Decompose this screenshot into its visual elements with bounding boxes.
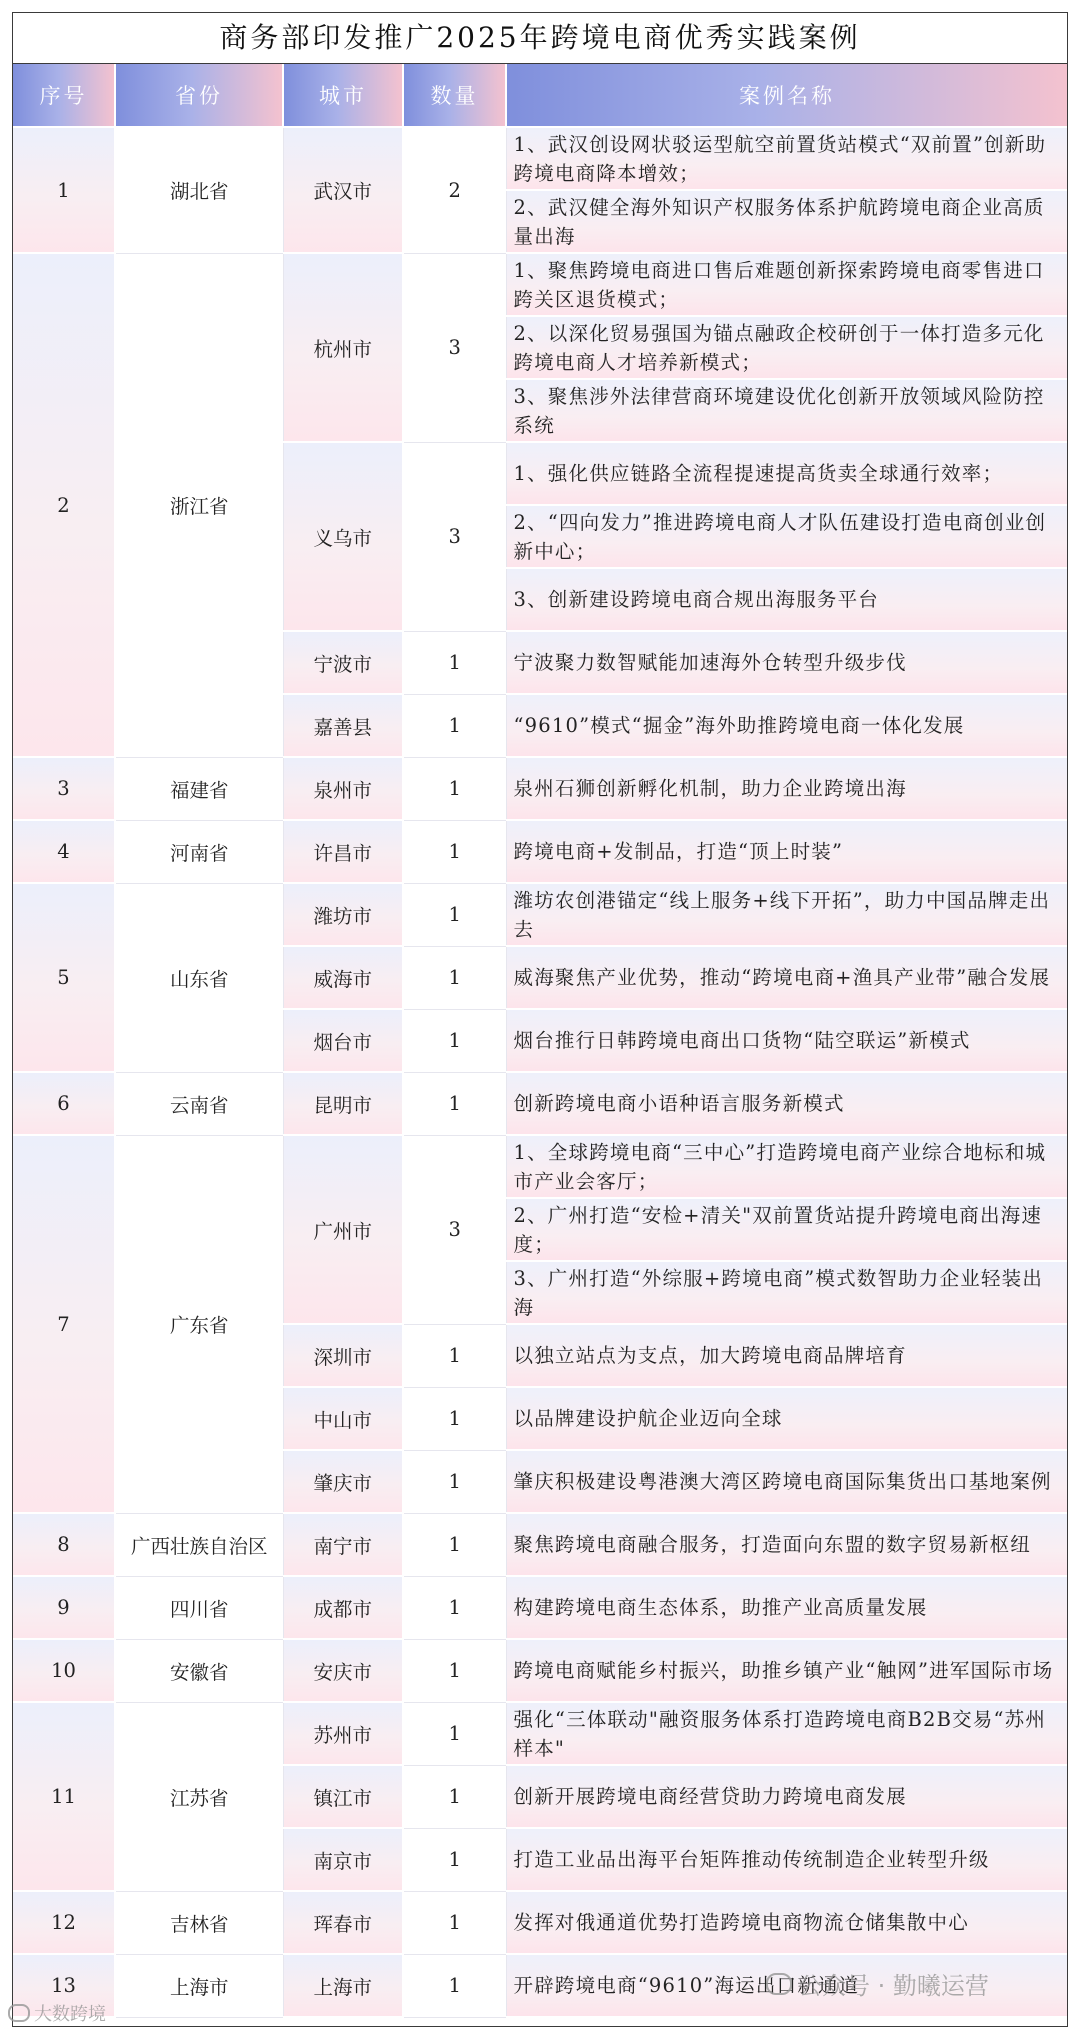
- city-cell: 南宁市: [283, 1513, 403, 1576]
- table-body: [13, 127, 1067, 2017]
- row-index: 10: [13, 1639, 115, 1702]
- count-cell: 1: [403, 1828, 506, 1891]
- watermark-right: 公众号 · 勤曦运营: [766, 1966, 989, 2001]
- row-index: 13: [13, 1954, 115, 2017]
- case-name-cell: 肇庆积极建设粤港澳大湾区跨境电商国际集货出口基地案例: [506, 1450, 1067, 1513]
- document-frame: [12, 12, 1068, 2027]
- city-cell: 烟台市: [283, 1009, 403, 1072]
- count-cell: 1: [403, 1324, 506, 1387]
- case-name-cell: “9610”模式“掘金”海外助推跨境电商一体化发展: [506, 694, 1067, 757]
- case-name-cell: 2、广州打造“安检+清关"双前置货站提升跨境电商出海速度；: [506, 1198, 1067, 1261]
- count-cell: 1: [403, 631, 506, 694]
- case-name-cell: 威海聚焦产业优势，推动“跨境电商+渔具产业带”融合发展: [506, 946, 1067, 1009]
- city-cell: 嘉善县: [283, 694, 403, 757]
- city-cell: 上海市: [283, 1954, 403, 2017]
- province-cell: 四川省: [115, 1576, 283, 1639]
- case-name-cell: 潍坊农创港锚定“线上服务+线下开拓”，助力中国品牌走出去: [506, 883, 1067, 946]
- case-name-cell: 宁波聚力数智赋能加速海外仓转型升级步伐: [506, 631, 1067, 694]
- page-title: 商务部印发推广2025年跨境电商优秀实践案例: [13, 13, 1067, 64]
- province-cell: 吉林省: [115, 1891, 283, 1954]
- city-cell: 南京市: [283, 1828, 403, 1891]
- case-name-cell: 打造工业品出海平台矩阵推动传统制造企业转型升级: [506, 1828, 1067, 1891]
- count-cell: 1: [403, 883, 506, 946]
- header-count: 数量: [403, 64, 506, 127]
- header-index: 序号: [13, 64, 115, 127]
- case-name-cell: 强化“三体联动"融资服务体系打造跨境电商B2B交易“苏州样本": [506, 1702, 1067, 1765]
- count-cell: 3: [403, 253, 506, 442]
- count-cell: 1: [403, 1450, 506, 1513]
- row-index: 11: [13, 1702, 115, 1891]
- case-name-cell: 烟台推行日韩跨境电商出口货物“陆空联运”新模式: [506, 1009, 1067, 1072]
- city-cell: 义乌市: [283, 442, 403, 631]
- table-row: [13, 820, 1067, 883]
- cases-table: [13, 64, 1067, 2018]
- table-row: [13, 1072, 1067, 1135]
- row-index: 4: [13, 820, 115, 883]
- count-cell: 1: [403, 1954, 506, 2017]
- province-cell: 云南省: [115, 1072, 283, 1135]
- row-index: 3: [13, 757, 115, 820]
- city-cell: 武汉市: [283, 127, 403, 253]
- count-cell: 3: [403, 442, 506, 631]
- count-cell: 1: [403, 1891, 506, 1954]
- city-cell: 苏州市: [283, 1702, 403, 1765]
- count-cell: 3: [403, 1135, 506, 1324]
- case-name-cell: 创新跨境电商小语种语言服务新模式: [506, 1072, 1067, 1135]
- city-cell: 威海市: [283, 946, 403, 1009]
- row-index: 8: [13, 1513, 115, 1576]
- count-cell: 1: [403, 820, 506, 883]
- table-row: [13, 757, 1067, 820]
- case-name-cell: 跨境电商+发制品，打造“顶上时装”: [506, 820, 1067, 883]
- province-cell: 浙江省: [115, 253, 283, 757]
- row-index: 7: [13, 1135, 115, 1513]
- case-name-cell: 1、强化供应链路全流程提速提高货卖全球通行效率；: [506, 442, 1067, 505]
- case-name-cell: 2、武汉健全海外知识产权服务体系护航跨境电商企业高质量出海: [506, 190, 1067, 253]
- table-row: [13, 1891, 1067, 1954]
- case-name-cell: 3、广州打造“外综服+跨境电商”模式数智助力企业轻装出海: [506, 1261, 1067, 1324]
- case-name-cell: 聚焦跨境电商融合服务，打造面向东盟的数字贸易新枢纽: [506, 1513, 1067, 1576]
- table-row: [13, 253, 1067, 316]
- case-name-cell: 3、创新建设跨境电商合规出海服务平台: [506, 568, 1067, 631]
- case-name-cell: 1、全球跨境电商“三中心”打造跨境电商产业综合地标和城市产业会客厅；: [506, 1135, 1067, 1198]
- city-cell: 镇江市: [283, 1765, 403, 1828]
- city-cell: 泉州市: [283, 757, 403, 820]
- city-cell: 安庆市: [283, 1639, 403, 1702]
- count-cell: 1: [403, 946, 506, 1009]
- case-name-cell: 以独立站点为支点，加大跨境电商品牌培育: [506, 1324, 1067, 1387]
- count-cell: 1: [403, 1702, 506, 1765]
- chat-logo-icon: [8, 2004, 30, 2022]
- row-index: 6: [13, 1072, 115, 1135]
- province-cell: 江苏省: [115, 1702, 283, 1891]
- province-cell: 广东省: [115, 1135, 283, 1513]
- case-name-cell: 泉州石狮创新孵化机制，助力企业跨境出海: [506, 757, 1067, 820]
- province-cell: 上海市: [115, 1954, 283, 2017]
- city-cell: 成都市: [283, 1576, 403, 1639]
- table-row: [13, 1513, 1067, 1576]
- case-name-cell: 创新开展跨境电商经营贷助力跨境电商发展: [506, 1765, 1067, 1828]
- city-cell: 许昌市: [283, 820, 403, 883]
- case-name-cell: 开辟跨境电商“9610”海运出口新通道: [506, 1954, 1067, 2017]
- row-index: 5: [13, 883, 115, 1072]
- case-name-cell: 2、以深化贸易强国为锚点融政企校研创于一体打造多元化跨境电商人才培养新模式；: [506, 316, 1067, 379]
- table-header-row: [13, 64, 1067, 127]
- table-row: [13, 1639, 1067, 1702]
- province-cell: 安徽省: [115, 1639, 283, 1702]
- count-cell: 1: [403, 757, 506, 820]
- city-cell: 杭州市: [283, 253, 403, 442]
- row-index: 1: [13, 127, 115, 253]
- province-cell: 河南省: [115, 820, 283, 883]
- count-cell: 1: [403, 1765, 506, 1828]
- case-name-cell: 1、聚焦跨境电商进口售后难题创新探索跨境电商零售进口跨关区退货模式；: [506, 253, 1067, 316]
- header-province: 省份: [115, 64, 283, 127]
- province-cell: 山东省: [115, 883, 283, 1072]
- table-row: [13, 883, 1067, 946]
- row-index: 12: [13, 1891, 115, 1954]
- city-cell: 中山市: [283, 1387, 403, 1450]
- province-cell: 湖北省: [115, 127, 283, 253]
- table-row: [13, 1135, 1067, 1198]
- table-row: [13, 127, 1067, 190]
- row-index: 2: [13, 253, 115, 757]
- wechat-icon: [766, 1973, 792, 1995]
- city-cell: 潍坊市: [283, 883, 403, 946]
- count-cell: 1: [403, 1513, 506, 1576]
- city-cell: 昆明市: [283, 1072, 403, 1135]
- header-case-name: 案例名称: [506, 64, 1067, 127]
- watermark-left: 大数跨境: [8, 2000, 106, 2026]
- count-cell: 1: [403, 1639, 506, 1702]
- row-index: 9: [13, 1576, 115, 1639]
- case-name-cell: 3、聚焦涉外法律营商环境建设优化创新开放领域风险防控系统: [506, 379, 1067, 442]
- case-name-cell: 发挥对俄通道优势打造跨境电商物流仓储集散中心: [506, 1891, 1067, 1954]
- case-name-cell: 构建跨境电商生态体系，助推产业高质量发展: [506, 1576, 1067, 1639]
- city-cell: 深圳市: [283, 1324, 403, 1387]
- table-row: [13, 1576, 1067, 1639]
- city-cell: 广州市: [283, 1135, 403, 1324]
- case-name-cell: 1、武汉创设网状驳运型航空前置货站模式“双前置”创新助跨境电商降本增效；: [506, 127, 1067, 190]
- city-cell: 宁波市: [283, 631, 403, 694]
- province-cell: 广西壮族自治区: [115, 1513, 283, 1576]
- city-cell: 珲春市: [283, 1891, 403, 1954]
- count-cell: 1: [403, 694, 506, 757]
- case-name-cell: 以品牌建设护航企业迈向全球: [506, 1387, 1067, 1450]
- table-row: [13, 1702, 1067, 1765]
- header-city: 城市: [283, 64, 403, 127]
- count-cell: 1: [403, 1576, 506, 1639]
- province-cell: 福建省: [115, 757, 283, 820]
- case-name-cell: 跨境电商赋能乡村振兴，助推乡镇产业“触网”进军国际市场: [506, 1639, 1067, 1702]
- city-cell: 肇庆市: [283, 1450, 403, 1513]
- count-cell: 2: [403, 127, 506, 253]
- case-name-cell: 2、“四向发力”推进跨境电商人才队伍建设打造电商创业创新中心；: [506, 505, 1067, 568]
- count-cell: 1: [403, 1387, 506, 1450]
- count-cell: 1: [403, 1009, 506, 1072]
- count-cell: 1: [403, 1072, 506, 1135]
